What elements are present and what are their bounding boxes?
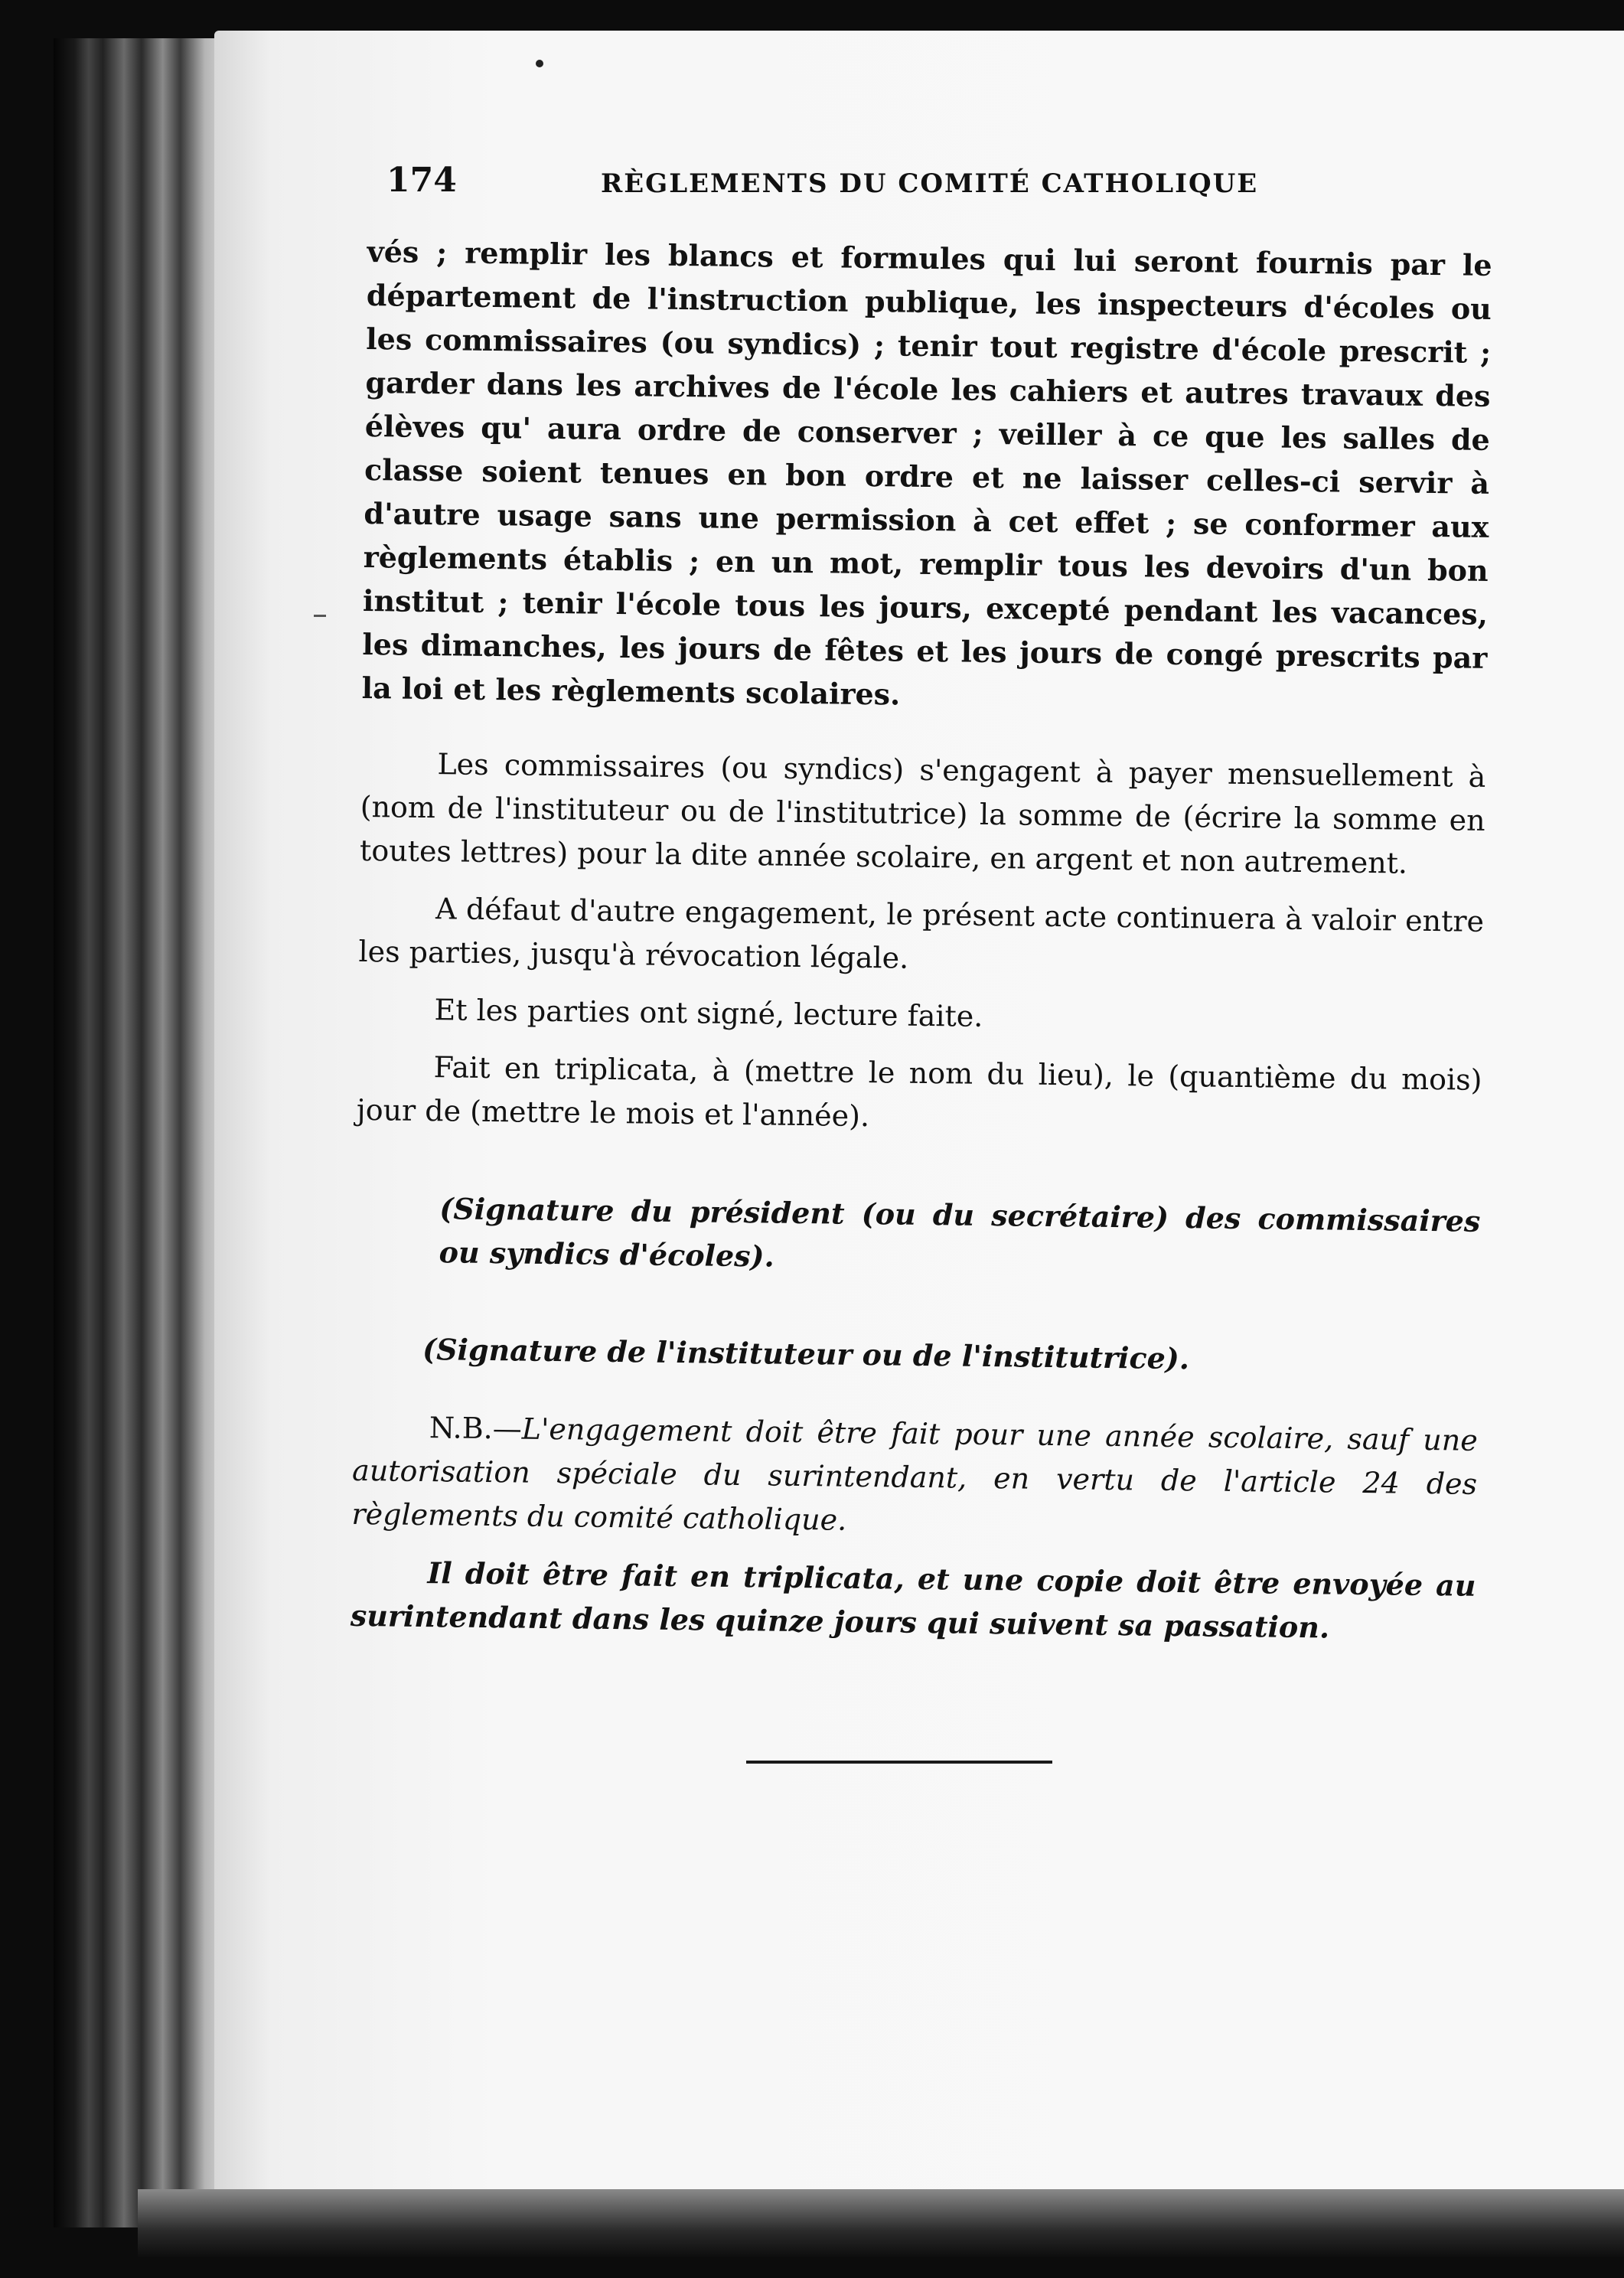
paragraph-salary: Les commissaires (ou syndics) s'engagent à payer mensuellement à (nom de l'instituteur ou de l'institutrice) la somme de (écrire la somme en toutes lettres) pour la dite année scolaire, en argent et non autrement. (359, 747, 1486, 880)
note-nb-lead: N.B.— (429, 1411, 523, 1446)
margin-mark (314, 615, 326, 617)
page-body (351, 230, 1492, 1651)
note-copies: Il doit être fait en triplicata, et une copie doit être envoyée au surintendant dans les quinze jours qui suivent sa passation. (350, 1555, 1476, 1645)
ink-speck (536, 60, 543, 67)
paragraph-signed: Et les parties ont signé, lecture faite. (434, 993, 983, 1033)
book-binding (54, 38, 230, 2227)
paragraph-default: A défaut d'autre engagement, le présent acte continuera à valoir entre les parties, jusqu'à révocation légale. (358, 892, 1485, 975)
paragraph-duties: vés ; remplir les blancs et formules qui lui seront fournis par le département de l'instruction publique, les inspecteurs d'écoles ou les commissaires (ou syndics) ; tenir tout registre d'école prescrit ; garder dans les archives de l'école les cahiers et autres travaux des élèves qu' aura ordre de conserver ; veiller à ce que les salles de classe soient tenues en bon ordre et ne laisser celles-ci servir à d'autre usage sans une permission à cet effet ; se conformer aux règlements établis ; en un mot, remplir tous les devoirs d'un bon institut ; tenir l'école tous les jours, excepté pendant les vacances, les dimanches, les jours de fêtes et les jours de congé prescrits par la loi et les règlements scolaires. (361, 233, 1492, 712)
paragraph-triplicata: Fait en triplicata, à (mettre le nom du lieu), le (quantième du mois) jour de (mettre le mois et l'année). (356, 1050, 1482, 1134)
signature-teacher: (Signature de l'instituteur ou de l'institutrice). (422, 1331, 1190, 1376)
note-nb-text: L'engagement doit être fait pour une année scolaire, sauf une autorisation spéciale du surintendant, en vertu de l'article 24 des règlements du comité catholique. (351, 1412, 1479, 1537)
note-nb (351, 1405, 1478, 1550)
running-title: RÈGLEMENTS DU COMITÉ CATHOLIQUE (601, 168, 1259, 199)
signature-president: (Signature du président (ou du secrétaire) des commissaires ou syndics d'écoles). (439, 1191, 1481, 1274)
page-number: 174 (386, 161, 457, 200)
end-rule (746, 1761, 1052, 1764)
page-edge-shadow (138, 2189, 1624, 2258)
page-header (386, 161, 1267, 214)
